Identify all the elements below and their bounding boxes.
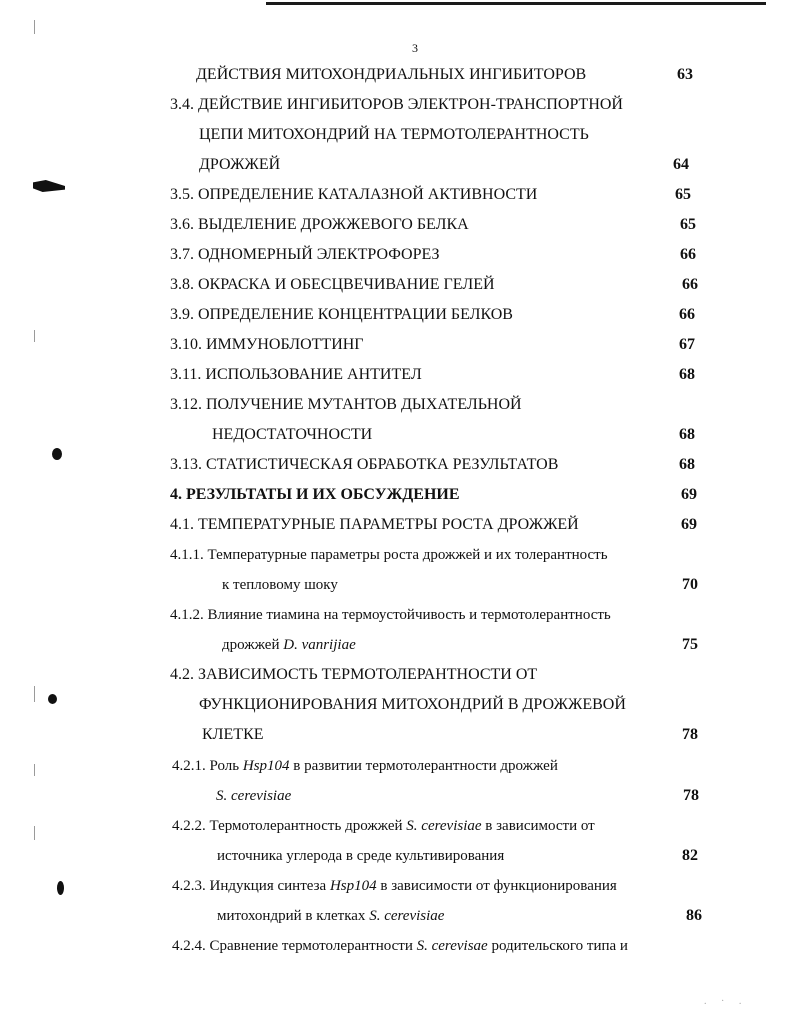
toc-entry-text bbox=[170, 395, 522, 415]
toc-page-number: 64 bbox=[673, 156, 689, 173]
margin-mark bbox=[34, 686, 35, 702]
toc-page-number: 65 bbox=[680, 216, 696, 233]
toc-page-number: 67 bbox=[679, 336, 695, 353]
text-segment: 4.2.3. Индукция синтеза bbox=[172, 878, 330, 894]
toc-page-number: 66 bbox=[680, 246, 696, 263]
text-segment: ФУНКЦИОНИРОВАНИЯ МИТОХОНДРИЙ В ДРОЖЖЕВОЙ bbox=[199, 696, 626, 713]
text-segment: НЕДОСТАТОЧНОСТИ bbox=[212, 426, 373, 443]
text-segment: 4.2. ЗАВИСИМОСТЬ ТЕРМОТОЛЕРАНТНОСТИ ОТ bbox=[170, 666, 538, 683]
toc-entry-text bbox=[170, 485, 460, 505]
toc-entry-text bbox=[170, 185, 537, 205]
toc-entry-text bbox=[170, 215, 469, 235]
text-segment: 4.2.1. Роль bbox=[172, 758, 243, 774]
text-segment: источника углерода в среде культивирования bbox=[217, 848, 505, 864]
italic-term: D. vanrijiae bbox=[283, 637, 356, 653]
toc-entry-text bbox=[170, 605, 611, 625]
toc-entry-text bbox=[196, 65, 586, 85]
toc-entry-text bbox=[172, 876, 617, 896]
italic-term: S. cerevisiae bbox=[406, 818, 482, 834]
text-segment: 3.8. ОКРАСКА И ОБЕСЦВЕЧИВАНИЕ ГЕЛЕЙ bbox=[170, 276, 495, 293]
toc-entry-text bbox=[172, 756, 558, 776]
text-segment: 3.13. СТАТИСТИЧЕСКАЯ ОБРАБОТКА РЕЗУЛЬТАТОВ bbox=[170, 456, 559, 473]
toc-page-number: 69 bbox=[681, 486, 697, 503]
text-segment: КЛЕТКЕ bbox=[202, 726, 264, 743]
toc-page-number: 69 bbox=[681, 516, 697, 533]
toc-page-number: 82 bbox=[682, 847, 698, 864]
toc-entry-text bbox=[212, 425, 372, 445]
toc-page-number: 66 bbox=[679, 306, 695, 323]
text-segment: 4.2.2. Термотолерантность дрожжей bbox=[172, 818, 407, 834]
text-segment: 3.7. ОДНОМЕРНЫЙ ЭЛЕКТРОФОРЕЗ bbox=[170, 246, 440, 263]
scan-smudge bbox=[33, 180, 65, 192]
toc-entry-text bbox=[216, 786, 291, 806]
toc-entry-text bbox=[199, 695, 626, 715]
toc-page-number: 68 bbox=[679, 456, 695, 473]
top-border-line bbox=[266, 2, 766, 5]
toc-page-number: 75 bbox=[682, 636, 698, 653]
toc-entry-text bbox=[202, 725, 264, 745]
toc-entry-text bbox=[199, 155, 280, 175]
text-segment: ДЕЙСТВИЯ МИТОХОНДРИАЛЬНЫХ ИНГИБИТОРОВ bbox=[196, 66, 587, 83]
text-segment: 3.6. ВЫДЕЛЕНИЕ ДРОЖЖЕВОГО БЕЛКА bbox=[170, 216, 469, 233]
toc-entry-text bbox=[170, 305, 513, 325]
toc-entry-text bbox=[170, 455, 558, 475]
toc-entry-text bbox=[222, 635, 356, 655]
toc-page-number: 68 bbox=[679, 426, 695, 443]
punch-hole-mark bbox=[52, 448, 62, 460]
italic-term: Hsp104 bbox=[329, 878, 377, 894]
toc-entry-text bbox=[199, 125, 589, 145]
toc-page-number: 66 bbox=[682, 276, 698, 293]
italic-term: S. cerevisae bbox=[416, 938, 488, 954]
toc-entry-text bbox=[170, 545, 608, 565]
punch-hole-mark bbox=[48, 694, 57, 704]
text-segment: 3.12. ПОЛУЧЕНИЕ МУТАНТОВ ДЫХАТЕЛЬНОЙ bbox=[170, 396, 522, 413]
italic-term: Hsp104 bbox=[242, 758, 290, 774]
text-segment: родительского типа и bbox=[487, 938, 628, 954]
italic-term: S. cerevisiae bbox=[369, 908, 445, 924]
scan-noise: . · . bbox=[704, 996, 748, 1007]
text-segment: к тепловому шоку bbox=[222, 577, 338, 593]
toc-entry-text bbox=[172, 936, 628, 956]
text-segment: митохондрий в клетках bbox=[217, 908, 370, 924]
text-segment: в развитии термотолерантности дрожжей bbox=[289, 758, 558, 774]
toc-page-number: 63 bbox=[677, 66, 693, 83]
italic-term: S. cerevisiae bbox=[216, 788, 292, 804]
text-segment: 4. РЕЗУЛЬТАТЫ И ИХ ОБСУЖДЕНИЕ bbox=[170, 486, 460, 503]
text-segment: 4.1.2. Влияние тиамина на термоустойчивость и термотолерантность bbox=[170, 607, 611, 623]
text-segment: в зависимости от функционирования bbox=[376, 878, 617, 894]
text-segment: 3.4. ДЕЙСТВИЕ ИНГИБИТОРОВ ЭЛЕКТРОН-ТРАНСПОРТНОЙ bbox=[170, 96, 623, 113]
margin-mark bbox=[34, 826, 35, 840]
toc-entry-text bbox=[170, 95, 623, 115]
text-segment: ЦЕПИ МИТОХОНДРИЙ НА ТЕРМОТОЛЕРАНТНОСТЬ bbox=[199, 126, 589, 143]
toc-entry-text bbox=[222, 575, 338, 595]
punch-hole-mark bbox=[57, 881, 64, 895]
page-number: 3 bbox=[412, 41, 418, 55]
toc-page-number: 78 bbox=[682, 726, 698, 743]
toc-page-number: 65 bbox=[675, 186, 691, 203]
text-segment: 3.9. ОПРЕДЕЛЕНИЕ КОНЦЕНТРАЦИИ БЕЛКОВ bbox=[170, 306, 513, 323]
toc-entry-text bbox=[217, 846, 504, 866]
toc-entry-text bbox=[170, 665, 537, 685]
toc-entry-text bbox=[170, 335, 364, 355]
margin-mark bbox=[34, 764, 35, 776]
text-segment: ДРОЖЖЕЙ bbox=[199, 156, 281, 173]
text-segment: в зависимости от bbox=[481, 818, 595, 834]
margin-mark bbox=[34, 20, 35, 34]
text-segment: 3.11. ИСПОЛЬЗОВАНИЕ АНТИТЕЛ bbox=[170, 366, 422, 383]
toc-entry-text bbox=[170, 515, 579, 535]
toc-entry-text bbox=[217, 906, 444, 926]
margin-mark bbox=[34, 330, 35, 342]
text-segment: 4.2.4. Сравнение термотолерантности bbox=[172, 938, 417, 954]
text-segment: 4.1.1. Температурные параметры роста дрожжей и их толерантность bbox=[170, 547, 608, 563]
toc-page-number: 68 bbox=[679, 366, 695, 383]
toc-page-number: 70 bbox=[682, 576, 698, 593]
toc-entry-text bbox=[170, 365, 422, 385]
toc-entry-text bbox=[170, 245, 439, 265]
text-segment: дрожжей bbox=[222, 637, 284, 653]
toc-page-number: 86 bbox=[686, 907, 702, 924]
text-segment: 3.10. ИММУНОБЛОТТИНГ bbox=[170, 336, 364, 353]
text-segment: 3.5. ОПРЕДЕЛЕНИЕ КАТАЛАЗНОЙ АКТИВНОСТИ bbox=[170, 186, 538, 203]
text-segment: 4.1. ТЕМПЕРАТУРНЫЕ ПАРАМЕТРЫ РОСТА ДРОЖЖЕЙ bbox=[170, 516, 579, 533]
toc-entry-text bbox=[172, 816, 595, 836]
toc-page-number: 78 bbox=[683, 787, 699, 804]
toc-entry-text bbox=[170, 275, 495, 295]
